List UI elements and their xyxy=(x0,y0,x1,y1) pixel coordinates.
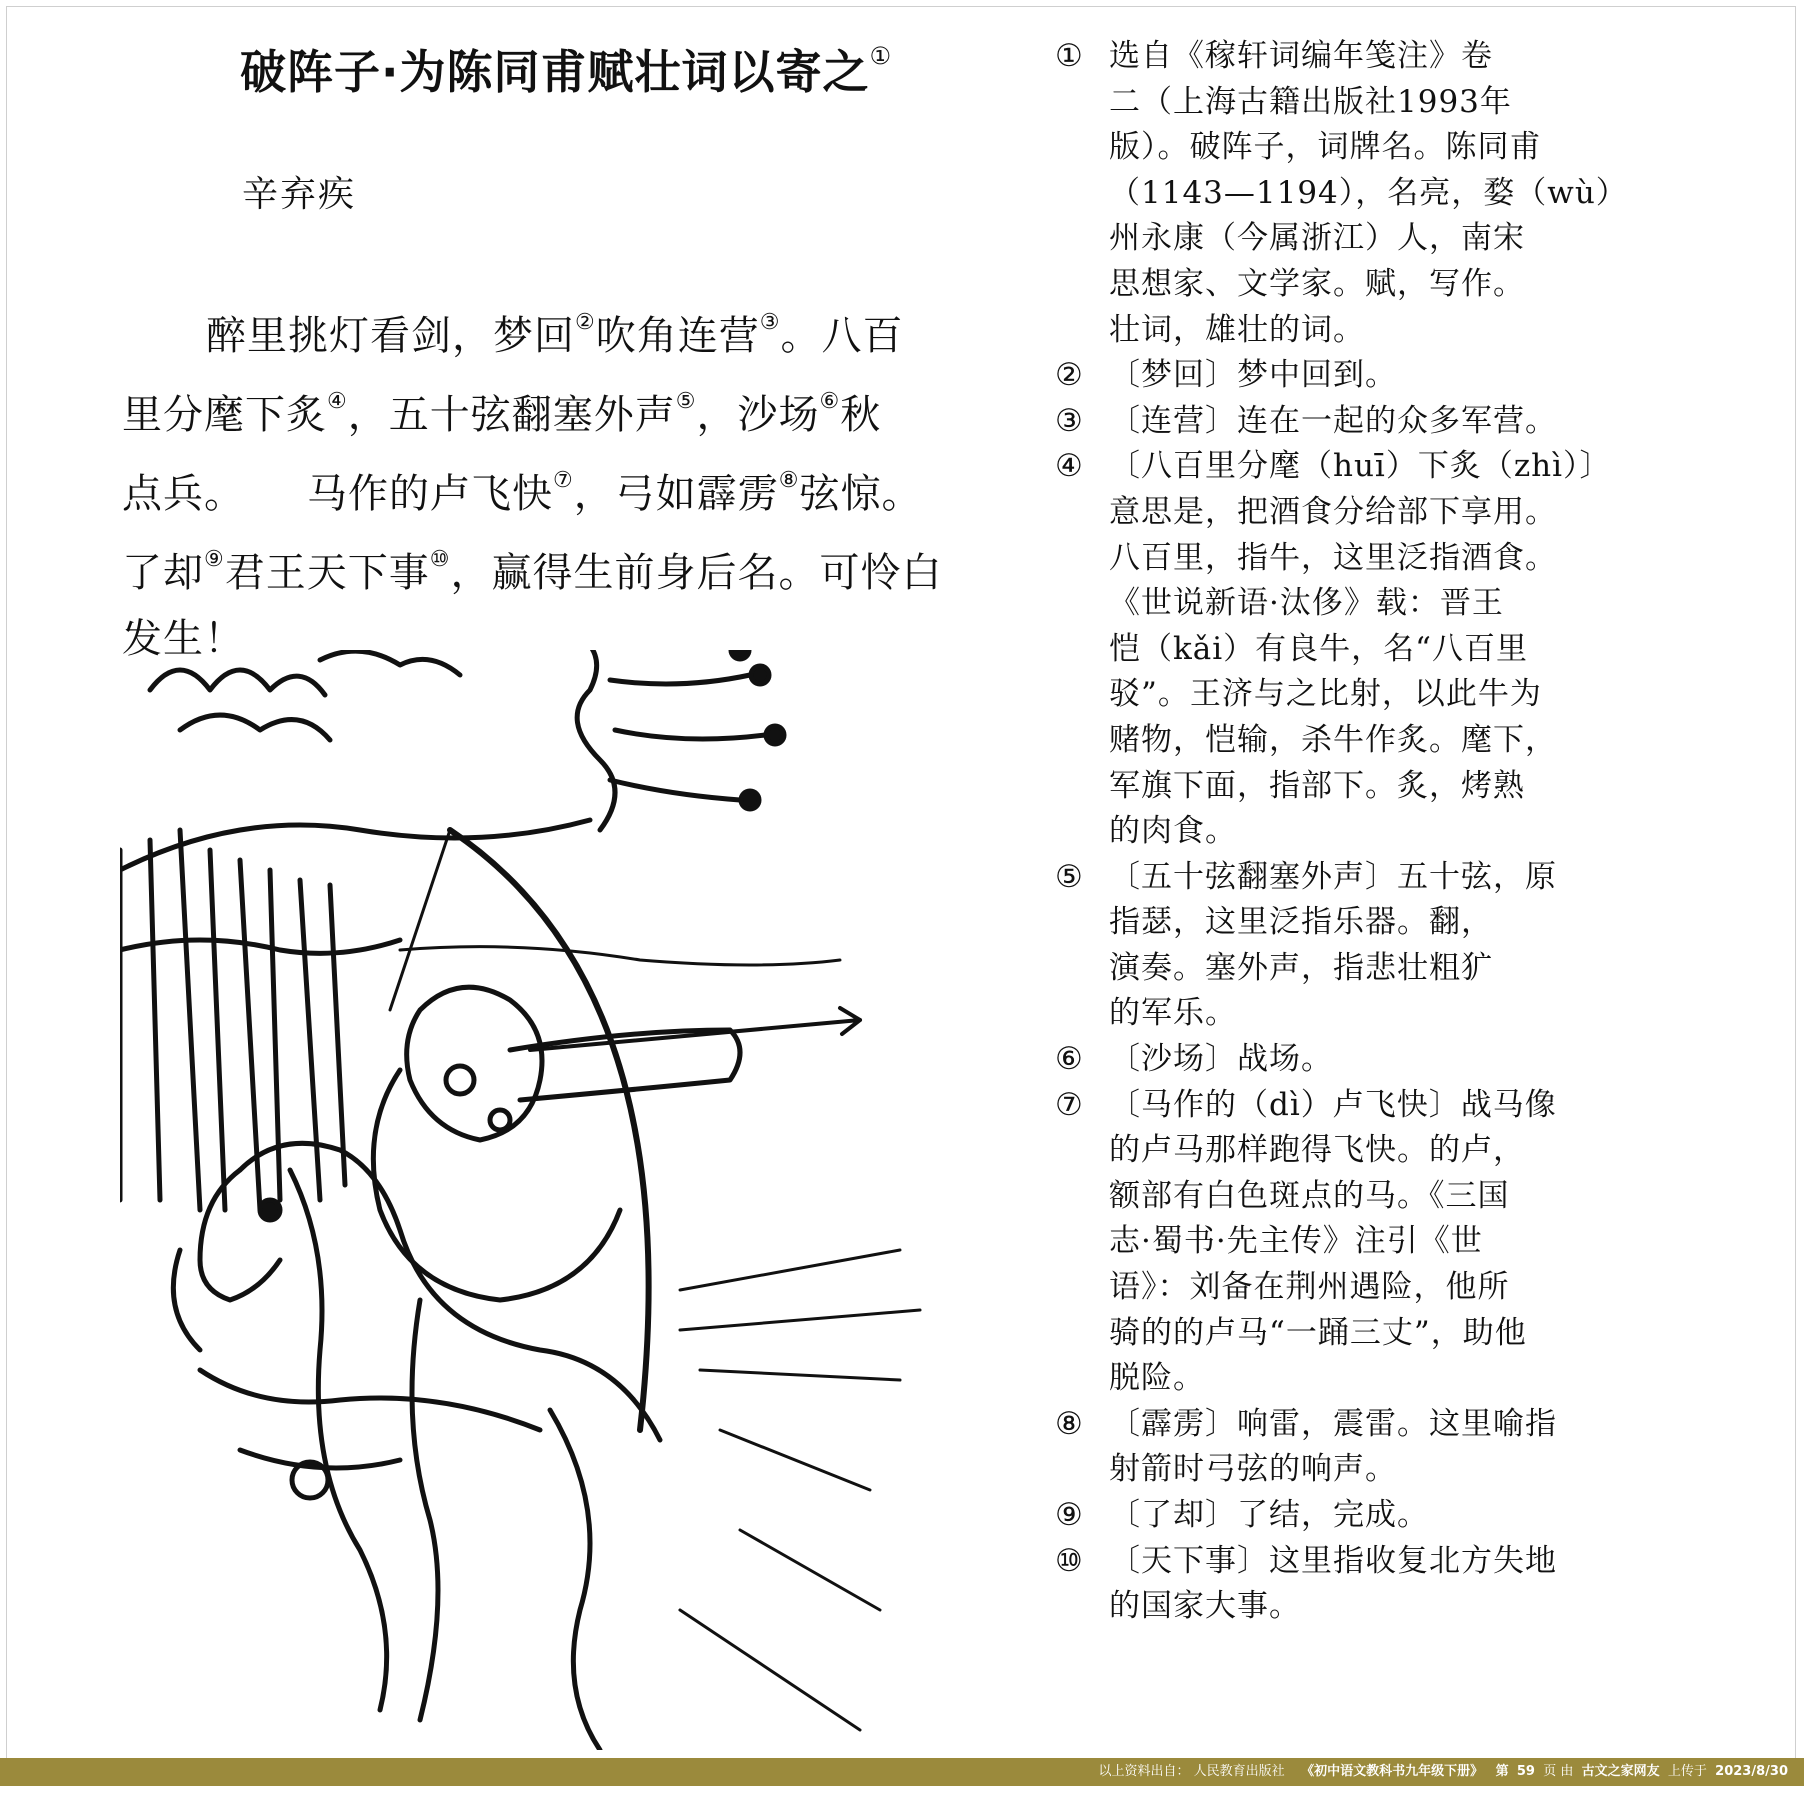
poem-line xyxy=(122,369,972,448)
footnote-text xyxy=(1109,353,1615,399)
footnote-line: 州永康（今属浙江）人，南宋 xyxy=(1109,220,1525,257)
footnote-line: 志·蜀书·先主传》注引《世 xyxy=(1109,1223,1483,1260)
footnote-line: 射箭时弓弦的响声。 xyxy=(1109,1451,1397,1488)
poem-text: 里分麾下炙 xyxy=(122,392,327,438)
footnote-item xyxy=(1055,399,1615,445)
footnote-line: 二（上海古籍出版社1993年 xyxy=(1109,83,1512,120)
title-text: 破阵子·为陈同甫赋壮词以寄之 xyxy=(240,45,870,99)
footer-prefix: 以上资料出自： xyxy=(1098,1764,1190,1779)
footer-publisher: 人民教育出版社 xyxy=(1193,1764,1285,1779)
poem-body xyxy=(122,290,972,672)
poem-text: 君王天下事 xyxy=(224,550,430,596)
mounted-archer-illustration xyxy=(120,650,960,1750)
footnote-text xyxy=(1109,399,1615,445)
poem-note-mark: ③ xyxy=(759,310,781,335)
footnote-line: 额部有白色斑点的马。《三国 xyxy=(1109,1177,1510,1214)
poem-note-mark: ④ xyxy=(327,389,348,414)
poem-note-mark: ⑨ xyxy=(204,547,225,572)
footnote-number: ⑩ xyxy=(1055,1542,1084,1579)
footnote-text xyxy=(1109,1539,1615,1630)
poem-note-mark: ⑧ xyxy=(778,468,800,493)
footnote-text xyxy=(1109,1493,1615,1539)
footnote-number: ③ xyxy=(1055,402,1084,439)
footnote-line: 〔霹雳〕响雷，震雷。这里喻指 xyxy=(1109,1405,1557,1442)
footer-page: 59 xyxy=(1516,1764,1535,1779)
footnote-line: 语》：刘备在荆州遇险，他所 xyxy=(1109,1269,1510,1306)
footer-upload-label: 上传于 xyxy=(1667,1764,1707,1779)
footnote-line: 脱险。 xyxy=(1109,1360,1205,1397)
footnote-number: ① xyxy=(1055,38,1084,74)
footnote-line: 版）。破阵子，词牌名。陈同甫 xyxy=(1109,129,1542,166)
footnote-line: 选自《稼轩词编年笺注》卷 xyxy=(1109,38,1493,74)
footnote-line: 〔五十弦翻塞外声〕五十弦，原 xyxy=(1109,858,1557,895)
footer-page-label-post: 页 由 xyxy=(1543,1764,1574,1779)
poem-text: 吹角连营 xyxy=(595,313,760,359)
footnote-item xyxy=(1055,1402,1615,1493)
footnote-line: 八百里，指牛，这里泛指酒食。 xyxy=(1109,539,1557,576)
poem-text: ，弓如霹雳 xyxy=(573,471,779,517)
footnote-line: 〔八百里分麾（huī）下炙（zhì）〕 xyxy=(1109,448,1612,485)
footnote-text xyxy=(1109,855,1615,1037)
poem-text: ，沙场 xyxy=(696,392,820,438)
poem-line xyxy=(122,290,972,369)
footer-book: 《初中语文教科书九年级下册》 xyxy=(1301,1764,1484,1779)
footnote-line: 指瑟，这里泛指乐器。翻， xyxy=(1109,904,1493,941)
poem-note-mark: ⑦ xyxy=(553,468,574,493)
footnote-number: ② xyxy=(1055,357,1084,394)
footnote-line: 〔沙场〕战场。 xyxy=(1109,1041,1333,1078)
poem-text: ，五十弦翻塞外声 xyxy=(347,392,676,438)
footnote-line: 演奏。塞外声，指悲壮粗犷 xyxy=(1109,949,1493,986)
footnote-line: 意思是，把酒食分给部下享用。 xyxy=(1109,493,1557,530)
footnote-text xyxy=(1109,1402,1615,1493)
footnote-number: ⑨ xyxy=(1055,1497,1084,1533)
footnote-number: ④ xyxy=(1055,448,1084,485)
footnote-line: 驳”。王济与之比射，以此牛为 xyxy=(1109,676,1542,713)
footnote-line: 骑的的卢马“一踊三丈”，助他 xyxy=(1109,1314,1527,1351)
footnote-line: 的国家大事。 xyxy=(1109,1588,1301,1625)
footnote-line: 〔了却〕了结，完成。 xyxy=(1109,1497,1429,1533)
footnote-line: 的肉食。 xyxy=(1109,813,1237,850)
footnote-line: 〔马作的（dì）卢飞快〕战马像 xyxy=(1109,1086,1557,1123)
footnote-line: （1143—1194），名亮，婺（wù） xyxy=(1109,174,1628,211)
poem-text: 点兵。 马作的卢飞快 xyxy=(122,471,553,517)
footnote-text xyxy=(1109,34,1628,353)
poem-text: 。八百 xyxy=(780,313,904,359)
poem-text: 秋 xyxy=(840,392,882,438)
footnote-line: 〔天下事〕这里指收复北方失地 xyxy=(1109,1542,1557,1579)
poem-line xyxy=(122,527,972,606)
footnote-line: 恺（kǎi）有良牛，名“八百里 xyxy=(1109,630,1529,667)
footnote-line: 赌物，恺输，杀牛作炙。麾下， xyxy=(1109,721,1557,758)
poem-line xyxy=(122,448,972,527)
footnote-item xyxy=(1055,444,1615,854)
footnote-number: ⑤ xyxy=(1055,858,1084,895)
footnote-line: 〔梦回〕梦中回到。 xyxy=(1109,357,1397,394)
poem-note-mark: ⑥ xyxy=(819,389,841,414)
footnote-line: 思想家、文学家。赋，写作。 xyxy=(1109,265,1525,302)
footnote-text xyxy=(1109,444,1615,854)
footnote-line: 〔连营〕连在一起的众多军营。 xyxy=(1109,402,1557,439)
footnote-item xyxy=(1055,855,1615,1037)
author-name: 辛弃疾 xyxy=(242,174,357,215)
footnote-text xyxy=(1109,1083,1615,1402)
footnote-number: ⑦ xyxy=(1055,1086,1084,1123)
footnote-item xyxy=(1055,1539,1615,1630)
footnote-number: ⑥ xyxy=(1055,1041,1084,1078)
footnote-item xyxy=(1055,34,1628,353)
poem-text: 弦惊。 xyxy=(799,471,923,517)
poem-text: 醉里挑灯看剑，梦回 xyxy=(206,313,575,359)
poem-text: 发生！ xyxy=(122,616,245,662)
footnote-line: 《世说新语·汰侈》载：晋王 xyxy=(1109,585,1504,622)
footnote-line: 的卢马那样跑得飞快。的卢， xyxy=(1109,1132,1525,1169)
footnote-item xyxy=(1055,1083,1615,1402)
title-note-mark: ① xyxy=(869,42,892,70)
poem-note-mark: ⑩ xyxy=(429,547,451,572)
poem-note-mark: ② xyxy=(575,310,596,335)
page-title xyxy=(240,36,1000,102)
poem-text: 了却 xyxy=(122,550,204,596)
footnote-item xyxy=(1055,353,1615,399)
footnote-line: 壮词，雄壮的词。 xyxy=(1109,311,1365,348)
poem-text: ，赢得生前身后名。可怜白 xyxy=(450,550,943,596)
footnote-item xyxy=(1055,1037,1615,1083)
footnote-line: 军旗下面，指部下。炙，烤熟 xyxy=(1109,767,1525,804)
footer-uploader: 古文之家网友 xyxy=(1581,1764,1660,1779)
footnote-line: 的军乐。 xyxy=(1109,995,1237,1032)
footnotes xyxy=(1055,34,1628,1630)
source-footer xyxy=(0,1758,1804,1786)
footnote-number: ⑧ xyxy=(1055,1405,1084,1442)
footnote-item xyxy=(1055,1493,1615,1539)
poem-note-mark: ⑤ xyxy=(675,389,697,414)
footer-page-label-pre: 第 xyxy=(1495,1764,1509,1779)
footer-date: 2023/8/30 xyxy=(1715,1764,1788,1779)
footnote-text xyxy=(1109,1037,1615,1083)
